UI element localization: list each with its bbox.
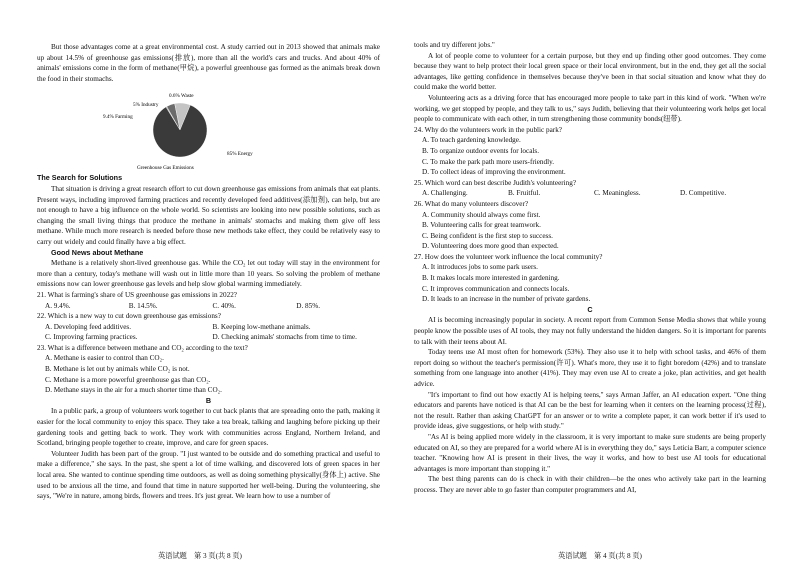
option-a[interactable]: A. To teach gardening knowledge. (422, 136, 521, 145)
page-4 (400, 0, 800, 579)
paragraph: "It's important to find out how exactly AI is helping teens," says Arman Jaffer, an AI education expert. "One thing educators and parents have noticed is that AI can be the best for learning when it centers on the learning process(过程), not the result. Rather than asking ChatGPT for an answer or to write a complete paper, it can work better if it's used to provide ideas, give suggestions, or help with study." (414, 390, 766, 431)
option-d[interactable]: D. Methane stays in the air for a much shorter time than CO₂. (45, 386, 222, 395)
option-b[interactable]: B. Volunteering calls for great teamwork. (422, 221, 541, 230)
paragraph: "As AI is being applied more widely in the classroom, it is very important to make sure students are being properly educated on AI, so they are prepared for a world where AI is in everything they do," says Leticia Barr, a computer science teacher. "Knowing how AI is present in their lives, the way it works, and how to best use AI tools for educational advantages is more important than stopping it." (414, 432, 766, 473)
greenhouse-gas-pie-chart (95, 85, 325, 171)
option-c[interactable]: C. Meaningless. (594, 189, 641, 198)
question-22-options-row2 (45, 332, 380, 343)
pie-caption: Greenhouse Gas Emissions (137, 165, 194, 172)
section-c-heading: C (587, 304, 593, 314)
question-21: 21. What is farming's share of US greenhouse gas emissions in 2022? (37, 290, 237, 299)
paragraph: AI is becoming increasingly popular in society. A recent report from Common Sense Media shows that while young people know the possible uses of AI tools, they may not fully understand the hidden dangers. So it is important for parents to talk with their teens about AI. (414, 316, 766, 346)
option-c[interactable]: C. It improves communication and connects locals. (422, 284, 570, 293)
paragraph: Volunteering acts as a driving force that has encouraged more people to take part in this kind of work. "When we're working, we get stopped by people, and they talk to us," says Judith, believing that their volunteering work helps get local people to communicate with each other, in turn strengthening those community bonds(纽带). (414, 93, 766, 124)
option-d[interactable]: D. It leads to an increase in the number of private gardens. (422, 295, 591, 304)
option-c[interactable]: C. 40%. (212, 301, 236, 310)
option-d[interactable]: D. 85%. (296, 301, 321, 310)
question-27: 27. How does the volunteer work influence the local community? (414, 252, 603, 261)
option-b[interactable]: B. Fruitful. (508, 189, 541, 198)
paragraph: In a public park, a group of volunteers work together to cut back plants that are spreading onto the path, making it easier for the local community to enjoy this space. They take a tea break, talking and laughing before picking up their gardening tools and getting back to work. They work with communities across England, Northern Ireland, and Scotland, bringing people together to create, improve, and care for green spaces. (37, 407, 380, 448)
option-b[interactable]: B. To organize outdoor events for locals. (422, 146, 539, 155)
paragraph: Today teens use AI most often for homework (53%). They also use it to help with school tasks, and 46% of them report doing so without the teacher's permission(许可). What's more, they use it to fight boredom (42%) and to translate something from one language into another (41%). They may even use AI to create a joke, plan activities, and get health advice. (414, 348, 766, 388)
option-a[interactable]: A. Developing feed additives. (45, 322, 132, 331)
pie-label-waste: 0.6% Waste (169, 93, 194, 100)
heading-search-for-solutions: The Search for Solutions (37, 173, 123, 183)
question-23: 23. What is a difference between methane and CO₂ according to the text? (37, 343, 248, 352)
paragraph: But those advantages come at a great environmental cost. A study carried out in 2013 showed that animals make up about 14.5% of greenhouse gas emissions(排放), more than all the world's cars and trucks. And about 40% of animals' emissions come in the form of methane(甲烷), a powerful greenhouse gas formed as the animals break down the food in their stomachs. (37, 43, 380, 83)
paragraph: Methane is a relatively short-lived greenhouse gas. While the CO₂ let out today will stay in the environment for more than a century, today's methane will wash out in little more than 10 years. So solving the problem of methane emissions now can lower greenhouse gas levels and help slow global warming immediately. (37, 259, 380, 289)
question-25: 25. Which word can best describe Judith's volunteering? (414, 178, 577, 187)
option-d[interactable]: D. Volunteering does more good than expected. (422, 242, 559, 251)
option-b[interactable]: B. Methane is let out by animals while CO₂ is not. (45, 365, 190, 374)
option-b[interactable]: B. Keeping low-methane animals. (212, 322, 311, 331)
option-a[interactable]: A. Methane is easier to control than CO₂. (45, 354, 164, 363)
option-b[interactable]: B. 14.5%. (128, 301, 158, 310)
paragraph: tools and try different jobs." (414, 41, 495, 49)
heading-good-news-methane: Good News about Methane (51, 247, 144, 257)
option-a[interactable]: A. Community should always come first. (422, 210, 541, 219)
paragraph: That situation is driving a great research effort to cut down greenhouse gas emissions from animals that eat plants. Present ways, including improved farming practices and recently developed feed additives(添加剂), can help, but are not enough to have a big influence on the whole world. So scientists are looking into new possible solutions, such as changing the small living things that produce the methane in animals' stomachs and making them give off less methane. While much more research is needed before those new methods take effect, they could be relatively easy to carry out widely and could finally have a big effect. (37, 184, 380, 246)
option-a[interactable]: A. It introduces jobs to some park users. (422, 263, 538, 272)
paragraph: The best thing parents can do is check in with their children—be the ones who actively take part in the learning process. They are never able to go faster than computer programmers and AI, (414, 475, 766, 494)
question-24: 24. Why do the volunteers work in the public park? (414, 125, 562, 134)
section-b-heading: B (205, 395, 212, 405)
option-a[interactable]: A. Challenging. (422, 189, 468, 198)
option-c[interactable]: C. Methane is a more powerful greenhouse gas than CO₂. (45, 375, 211, 384)
pie-label-industry: 5% Industry (133, 102, 159, 109)
page-3-column (37, 42, 380, 502)
option-a[interactable]: A. 9.4%. (45, 301, 71, 310)
option-c[interactable]: C. Improving farming practices. (45, 333, 138, 342)
pie-label-energy: 85% Energy (227, 151, 253, 158)
question-21-options (45, 301, 380, 312)
option-c[interactable]: C. To make the park path more users-friendly. (422, 157, 555, 166)
paragraph: A lot of people come to volunteer for a certain purpose, but they end up finding other good outcomes. They come because they want to help protect their local green space or their local environment, but in the end, they get all the social advantages, like getting confidence in themselves because they've been in that social situation and know what they do could make the world better. (414, 51, 766, 92)
pie-label-farming: 9.4% Farming (103, 114, 133, 121)
question-25-options (422, 188, 766, 199)
option-b[interactable]: B. It makes locals more interested in gardening. (422, 274, 560, 283)
page-footer: 英语试题 第 3 页(共 8 页) (158, 552, 242, 560)
question-22-options-row1 (45, 322, 380, 333)
page-4-column (414, 40, 766, 496)
option-d[interactable]: D. Competitive. (680, 189, 727, 198)
page-footer: 英语试题 第 4 页(共 8 页) (558, 552, 642, 560)
question-22: 22. Which is a new way to cut down greenhouse gas emissions? (37, 312, 221, 321)
paragraph: Volunteer Judith has been part of the group. "I just wanted to be outside and do something practical and useful to make a difference," she says. In the past, she spent a lot of time walking, and discovered lots of green spaces in her local area. She wanted to continue spending time outdoors, as well as doing something physically(身体上) active. She used to be anxious all the time, and found that time in nature supported her well-being. During the volunteering, she says, "We're in nature, among birds, flowers and trees. It's just great. We learn how to use a number of (37, 449, 380, 501)
option-c[interactable]: C. Being confident is the first step to success. (422, 231, 553, 240)
question-26: 26. What do many volunteers discover? (414, 199, 529, 208)
option-d[interactable]: D. To collect ideas of improving the environment. (422, 168, 566, 177)
option-d[interactable]: D. Checking animals' stomachs from time to time. (212, 333, 357, 342)
